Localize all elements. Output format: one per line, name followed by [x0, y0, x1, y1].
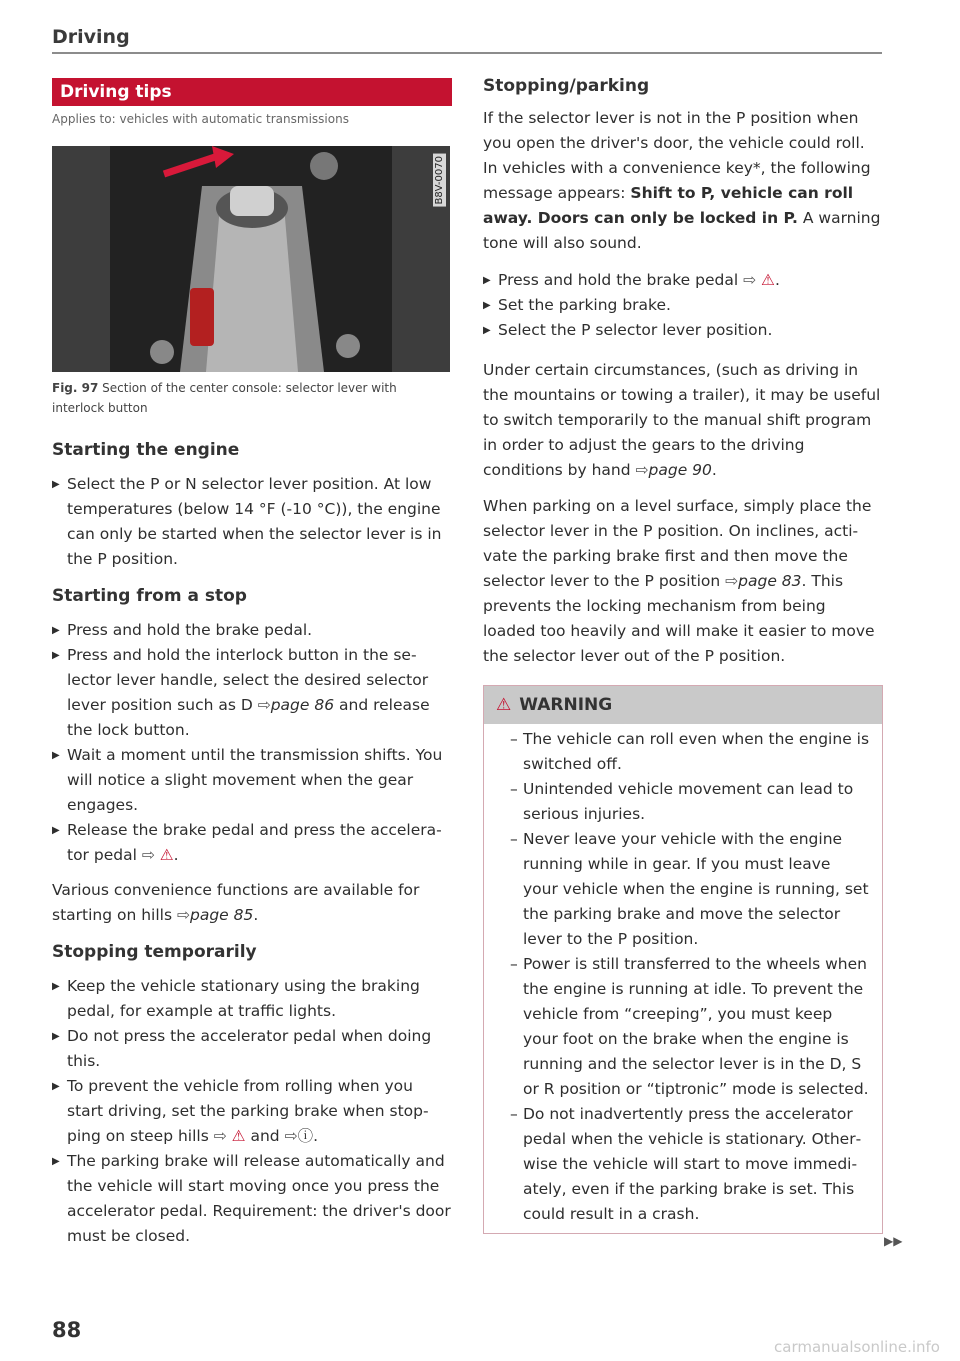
warning-triangle-icon[interactable]: ⚠ [231, 1127, 246, 1145]
heading-starting-stop: Starting from a stop [52, 586, 247, 606]
page-header-title: Driving [52, 26, 130, 48]
bullet-icon: ▶ [52, 1156, 60, 1167]
bullet-icon: ▶ [52, 1081, 60, 1092]
figure-caption-text: Section of the center console: selector lever with interlock button [52, 381, 397, 415]
list-item: ▶ Release the brake pedal and press the accelerator pedal ⇨ ⚠. [52, 818, 452, 868]
bullet-icon: ▶ [52, 981, 60, 992]
list-item: ▶ Press and hold the brake pedal. [52, 618, 452, 643]
bullet-icon: ▶ [52, 1031, 60, 1042]
bullet-icon: ▶ [52, 650, 60, 661]
section-title: Driving tips [52, 78, 452, 106]
right-column [483, 76, 883, 1234]
dash-marker: – [510, 730, 518, 748]
warning-box [483, 685, 883, 1234]
bullet-icon: ▶ [483, 300, 491, 311]
header-rule [52, 52, 882, 54]
warning-item: – Never leave your vehicle with the engine running while in gear. If you must leave your vehicle when the engine is running, set the parking brake and move the selector lever to the P position. [496, 827, 870, 952]
warning-item: – Unintended vehicle movement can lead to serious injuries. [496, 777, 870, 827]
heading-stopping-parking: Stopping/parking [483, 76, 650, 96]
applies-to-note: Applies to: vehicles with automatic transmissions [52, 112, 349, 126]
page-ref-arrow-icon: ⇨ [725, 572, 739, 590]
continue-arrow-icon[interactable]: ▶▶ [884, 1234, 903, 1248]
ref-arrow-icon: ⇨ [213, 1127, 227, 1145]
level-surface-paragraph: When parking on a level surface, simply place the selector lever in the P position. On inclines, activate the parking brake first and then move the selector lever to the P position ⇨page 83. This prevents the locking mechanism from being loaded too heavily and will make it easier to move the selector lever out of the P position. [483, 497, 875, 665]
warning-triangle-icon[interactable]: ⚠ [761, 271, 775, 289]
figure-caption [52, 378, 452, 418]
warning-triangle-icon: ⚠ [496, 695, 512, 715]
page-ref-arrow-icon: ⇨ [176, 906, 190, 924]
watermark: carmanualsonline.info [774, 1338, 940, 1356]
intro-paragraph: If the selector lever is not in the P position when you open the driver's door, the vehicle could roll. In vehicles with a convenience key*, the following message appears: Shift to P, vehicle can roll away. Doors can only be locked in P. A warning tone will also sound. [483, 109, 881, 252]
list-item: ▶ Press and hold the brake pedal ⇨ ⚠. [483, 268, 883, 293]
list-item: ▶ Select the P or N selector lever position. At low temperatures (below 14 °F (-10 °C)), the engine can only be started when the selector lever is in the P position. [52, 472, 452, 572]
page-ref-arrow-icon: ⇨ [257, 696, 271, 714]
warning-header [484, 686, 882, 724]
list-item: ▶ Wait a moment until the transmission shifts. You will notice a slight movement when the gear engages. [52, 743, 452, 818]
warning-item: – Do not inadvertently press the accelerator pedal when the vehicle is stationary. Otherwise the vehicle will start to move immediately, even if the parking brake is set. This could result in a crash. [496, 1102, 870, 1227]
bullet-icon: ▶ [52, 750, 60, 761]
list-starting-engine [52, 472, 452, 572]
page-number: 88 [52, 1318, 82, 1342]
warning-title: WARNING [519, 695, 613, 715]
ref-arrow-icon: ⇨ [743, 271, 757, 289]
page-ref-link[interactable]: page 90 [648, 461, 712, 479]
page-ref-link[interactable]: page 85 [189, 906, 254, 924]
figure-code: B8V-0070 [434, 156, 445, 205]
warning-item: – The vehicle can roll even when the engine is switched off. [496, 727, 870, 777]
list-stopping-parking [483, 268, 883, 343]
page-ref-link[interactable]: page 86 [270, 696, 335, 714]
list-stopping-temporarily [52, 974, 452, 1249]
note-circle-icon[interactable]: ⓘ [297, 1127, 314, 1145]
page-ref-arrow-icon: ⇨ [635, 461, 649, 479]
list-item: ▶ To prevent the vehicle from rolling when you start driving, set the parking brake when stopping on steep hills ⇨ ⚠ and ⇨ⓘ. [52, 1074, 452, 1149]
heading-stopping-temporarily: Stopping temporarily [52, 942, 257, 962]
figure-caption-label: Fig. 97 [52, 381, 99, 395]
ref-arrow-icon: ⇨ [284, 1127, 298, 1145]
dash-marker: – [510, 780, 518, 798]
warning-triangle-icon[interactable]: ⚠ [159, 846, 174, 864]
bullet-icon: ▶ [52, 625, 60, 636]
figure-selector-lever [52, 146, 450, 372]
dash-marker: – [510, 955, 518, 973]
page-ref-link[interactable]: page 83 [738, 572, 802, 590]
list-item: ▶ The parking brake will release automatically and the vehicle will start moving once you press the accelerator pedal. Requirement: the driver's door must be closed. [52, 1149, 452, 1249]
list-item: ▶ Do not press the accelerator pedal when doing this. [52, 1024, 452, 1074]
warning-list [484, 724, 882, 1233]
dash-marker: – [510, 1105, 518, 1123]
list-item: ▶ Press and hold the interlock button in the selector lever handle, select the desired selector lever position such as D ⇨page 86 and release the lock button. [52, 643, 452, 743]
selector-lever-image [52, 146, 450, 372]
dash-marker: – [510, 830, 518, 848]
list-starting-stop [52, 618, 452, 868]
manual-shift-paragraph: Under certain circumstances, (such as driving in the mountains or towing a trailer), it may be useful to switch temporarily to the manual shift program in order to adjust the gears to the driving conditions by hand ⇨page 90. [483, 361, 881, 479]
shift-to-p-message: Shift to P, vehicle can roll away. Doors can only be locked in P. [483, 184, 854, 227]
bullet-icon: ▶ [483, 275, 491, 286]
bullet-icon: ▶ [52, 479, 60, 490]
list-item: ▶ Select the P selector lever position. [483, 318, 883, 343]
bullet-icon: ▶ [483, 325, 491, 336]
list-item: ▶ Set the parking brake. [483, 293, 883, 318]
list-item: ▶ Keep the vehicle stationary using the braking pedal, for example at traffic lights. [52, 974, 452, 1024]
convenience-paragraph: Various convenience functions are available for starting on hills ⇨page 85. [52, 881, 420, 924]
left-column [52, 78, 452, 1249]
ref-arrow-icon: ⇨ [141, 846, 155, 864]
bullet-icon: ▶ [52, 825, 60, 836]
heading-starting-engine: Starting the engine [52, 440, 240, 460]
warning-item: – Power is still transferred to the wheels when the engine is running at idle. To prevent the vehicle from “creeping”, you must keep your foot on the brake when the engine is running and the selector lever is in the D, S or R position or “tiptronic” mode is selected. [496, 952, 870, 1102]
